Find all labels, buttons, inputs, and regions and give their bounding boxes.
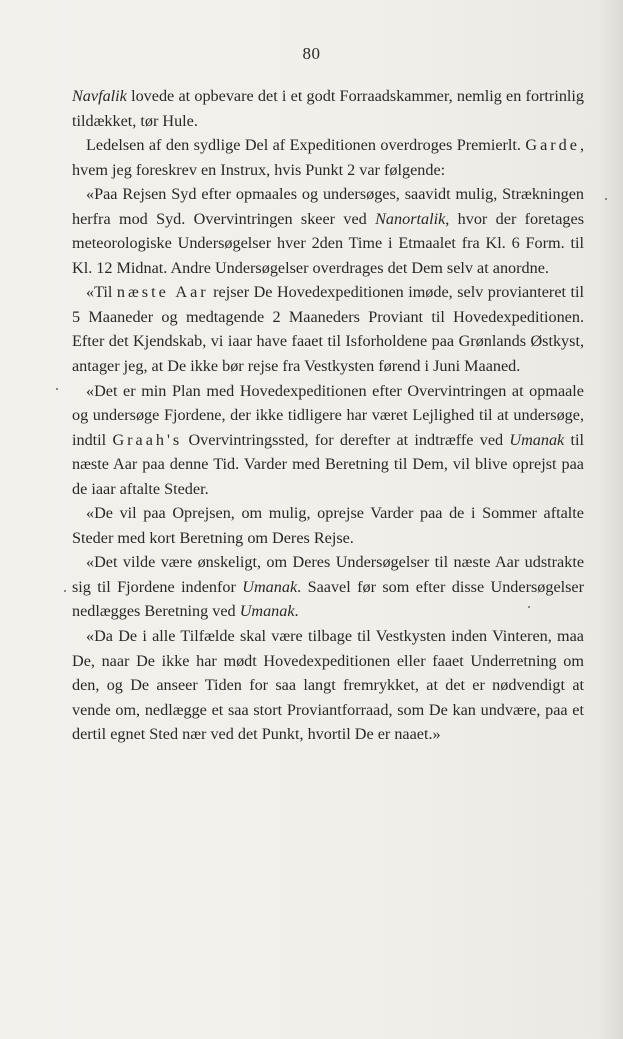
text-run: . Saavel før som efter disse Undersøgelser nedlægges Beretning ved <box>72 577 585 621</box>
italic-place-name: Umanak <box>239 602 295 621</box>
body-text <box>72 84 584 747</box>
spaced-emphasis: næste Aar <box>116 283 209 302</box>
paragraph <box>72 182 584 280</box>
print-speck <box>528 606 530 608</box>
spaced-emphasis: Garde <box>525 136 580 155</box>
text-run: «De vil paa Oprejsen, om mulig, oprejse Varder paa de i Sommer aftalte Steder med kort Beretning om Deres Rejse. <box>72 504 584 547</box>
text-run: rejser De Hovedexpeditionen imøde, selv provianteret til 5 Maaneder og medtagende 2 Maaneders Proviant til Hovedexpeditionen. Efter det Kjendskab, vi iaar have faaet til Isforholdene paa Grønlands Østkyst, antager jeg, at De ikke bør rejse fra Vestkysten førend i Juni Maaned. <box>72 283 584 376</box>
paragraph <box>72 501 584 550</box>
paragraph <box>72 550 584 624</box>
text-run: . <box>294 602 299 621</box>
italic-place-name: Umanak <box>509 430 565 449</box>
text-run: lovede at opbevare det i et godt Forraadskammer, nemlig en fortrinlig tildækket, tør Hule. <box>72 87 584 130</box>
paragraph <box>72 133 584 182</box>
paragraph <box>72 84 584 133</box>
italic-place-name: Umanak <box>242 577 298 596</box>
text-run: til næste Aar paa denne Tid. Varder med Beretning til Dem, vil blive oprejst paa de iaar aftalte Steder. <box>72 430 584 498</box>
print-speck <box>605 198 607 200</box>
print-speck <box>56 388 58 390</box>
text-run: «Da De i alle Tilfælde skal være tilbage til Vestkysten inden Vinteren, maa De, naar De ikke har mødt Hovedexpeditionen eller faaet Underretning om den, og De anseer Tiden for saa langt fremrykket, at det er nødvendigt at vende om, nedlægge et saa stort Proviantforraad, som De kan undvære, paa et dertil egnet Sted nær ved det Punkt, hvortil De er naaet.» <box>72 627 584 744</box>
text-run: «Paa Rejsen Syd efter opmaales og undersøges, saavidt mulig, Strækningen herfra mod Syd. Overvintringen skeer ved <box>72 185 584 228</box>
text-run: Overvintringssted, for derefter at indtræffe ved <box>182 430 510 449</box>
paragraph <box>72 379 584 502</box>
paragraph <box>72 624 584 747</box>
italic-place-name: Navfalik <box>72 87 127 105</box>
text-run: «Det er min Plan med Hovedexpeditionen efter Overvintringen at opmaale og undersøge Fjordene, der ikke tidligere har været Lejlighed til at undersøge, indtil <box>72 381 584 449</box>
print-speck <box>64 590 66 592</box>
spaced-emphasis: Graah's <box>112 430 183 449</box>
italic-place-name: Nanortalik <box>375 209 446 228</box>
page-number: 80 <box>302 44 321 63</box>
text-run: «Til <box>86 283 117 302</box>
text-run: Ledelsen af den sydlige Del af Expeditionen overdroges Premierlt. <box>86 136 526 155</box>
paragraph <box>72 280 584 378</box>
text-run: , hvem jeg foreskrev en Instrux, hvis Punkt 2 var følgende: <box>72 136 584 179</box>
text-run: , hvor der foretages meteorologiske Undersøgelser hver 2den Time i Etmaalet fra Kl. 6 Form. til Kl. 12 Midnat. Andre Undersøgelser overdrages det Dem selv at anordne. <box>72 209 584 277</box>
text-run: «Det vilde være ønskeligt, om Deres Undersøgelser til næste Aar udstrakte sig til Fjordene indenfor <box>72 553 584 596</box>
